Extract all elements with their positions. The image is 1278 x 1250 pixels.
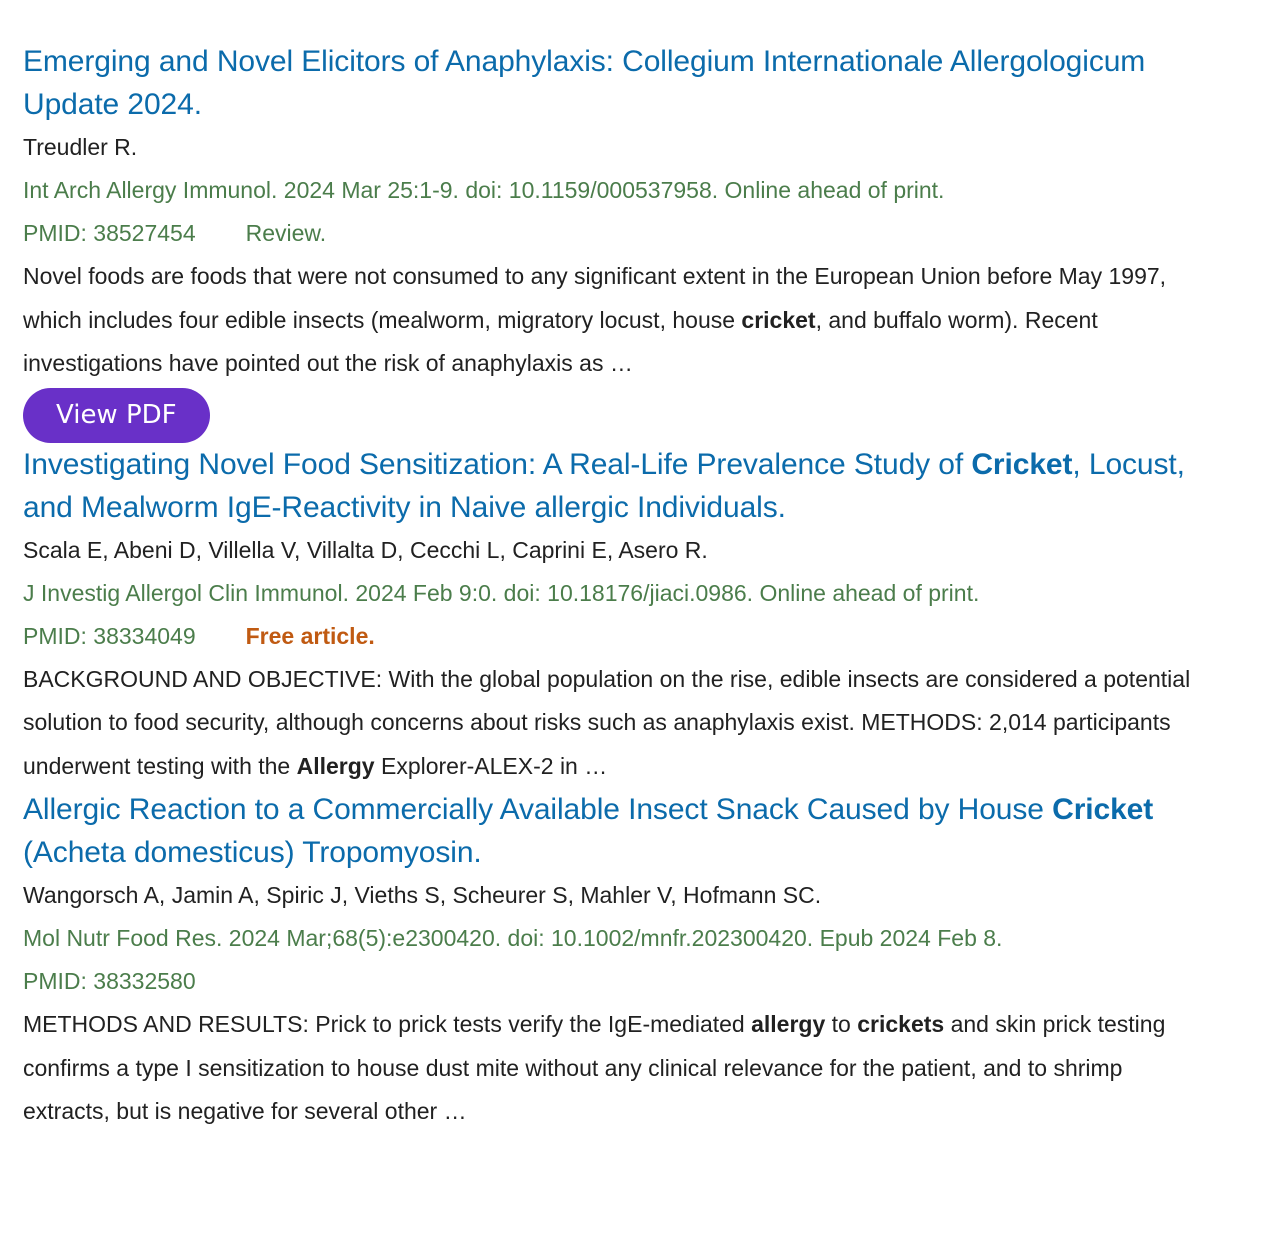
result-citation: Int Arch Allergy Immunol. 2024 Mar 25:1-9. doi: 10.1159/000537958. Online ahead of print.: [23, 177, 945, 203]
highlighted-term: Cricket: [1052, 793, 1154, 826]
result-citation: Mol Nutr Food Res. 2024 Mar;68(5):e2300420. doi: 10.1002/mnfr.202300420. Epub 2024 Feb 8.: [23, 925, 1003, 951]
highlighted-term: Allergy: [296, 752, 375, 779]
result-item: [23, 40, 1203, 443]
result-pmid: PMID: 38334049: [23, 622, 196, 649]
result-citation: J Investig Allergol Clin Immunol. 2024 Feb 9:0. doi: 10.18176/jiaci.0986. Online ahead of print.: [23, 579, 980, 606]
highlighted-term: cricket: [741, 306, 816, 333]
result-snippet: METHODS AND RESULTS: Prick to prick tests verify the IgE-mediated allergy to crickets and skin prick testing confirms a type I sensitization to house dust mite without any clinical relevance for the patient, and to shrimp extracts, but is negative for several other …: [23, 1011, 1166, 1124]
result-authors: Treudler R.: [23, 134, 138, 160]
result-pmid: PMID: 38527454: [23, 220, 196, 246]
review-tag: Review.: [245, 220, 327, 246]
result-item: [23, 443, 1203, 789]
result-meta: [23, 212, 1203, 255]
result-meta: [23, 615, 1203, 658]
result-snippet: Novel foods are foods that were not consumed to any significant extent in the European Union before May 1997, which includes four edible insects (mealworm, migratory locust, house cricket, and buffalo worm). Recent investigations have pointed out the risk of anaphylaxis as …: [23, 263, 1167, 376]
highlighted-term: crickets: [857, 1011, 945, 1037]
result-authors: Scala E, Abeni D, Villella V, Villalta D, Cecchi L, Caprini E, Asero R.: [23, 536, 708, 563]
result-meta: [23, 960, 1203, 1003]
view-pdf-button[interactable]: View PDF: [23, 388, 210, 443]
result-title-link[interactable]: Allergic Reaction to a Commercially Available Insect Snack Caused by House Cricket (Acheta domesticus) Tropomyosin.: [23, 793, 1154, 869]
result-item: [23, 788, 1203, 1134]
result-title-link[interactable]: Investigating Novel Food Sensitization: A Real-Life Prevalence Study of Cricket, Locust, and Mealworm IgE-Reactivity in Naive allergic Individuals.: [23, 447, 1185, 524]
result-title-link[interactable]: Emerging and Novel Elicitors of Anaphylaxis: Collegium Internationale Allergologicum Update 2024.: [23, 45, 1146, 121]
result-pmid: PMID: 38332580: [23, 968, 196, 994]
result-snippet: BACKGROUND AND OBJECTIVE: With the global population on the rise, edible insects are considered a potential solution to food security, although concerns about risks such as anaphylaxis exist. METHODS: 2,014 participants underwent testing with the Allergy Explorer-ALEX-2 in …: [23, 665, 1191, 779]
highlighted-term: allergy: [751, 1011, 826, 1037]
result-authors: Wangorsch A, Jamin A, Spiric J, Vieths S, Scheurer S, Mahler V, Hofmann SC.: [23, 882, 822, 908]
highlighted-term: Cricket: [971, 447, 1073, 481]
free-article-tag: Free article.: [245, 622, 375, 649]
